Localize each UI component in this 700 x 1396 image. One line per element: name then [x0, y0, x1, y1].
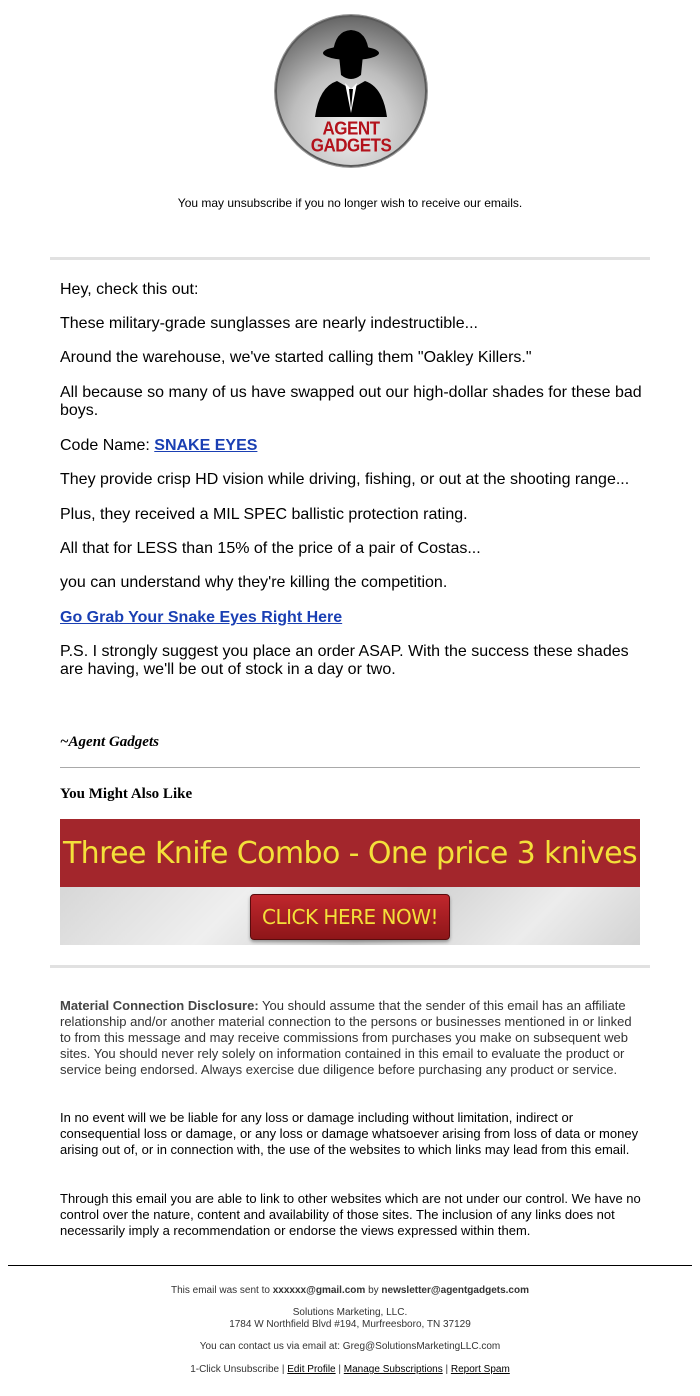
grab-snake-eyes-link[interactable]: Go Grab Your Snake Eyes Right Here	[60, 609, 343, 626]
manage-subscriptions-link[interactable]: Manage Subscriptions	[343, 1364, 443, 1375]
sent-by-text: by	[365, 1285, 382, 1296]
footer-separator: |	[442, 1364, 451, 1375]
code-name-label: Code Name:	[60, 437, 155, 454]
ps-paragraph: P.S. I strongly suggest you place an order ASAP. With the success these shades are having, we'll be out of stock in a day or two.	[60, 643, 629, 678]
brand-logo[interactable]	[275, 15, 427, 167]
body-paragraph: you can understand why they're killing the competition.	[60, 574, 448, 591]
contact-line: You can contact us via email at: Greg@SolutionsMarketingLLC.com	[199, 1341, 501, 1352]
cta-line	[60, 609, 650, 627]
click-here-now-button[interactable]	[250, 894, 450, 940]
footer-separator: |	[335, 1364, 344, 1375]
body-paragraph: All because so many of us have swapped out our high-dollar shades for these bad boys.	[60, 384, 642, 419]
banner-marble-area	[60, 887, 640, 945]
banner-title: Three Knife Combo - One price 3 knives	[62, 835, 638, 871]
disclosure-text: You should assume that the sender of this email has an affiliate relationship and/or another material connection to the persons or businesses mentioned in or linked to from this message and may receive commissions from purchases you make on subsequent web sites. You should never rely solely on information contained in this email to evaluate the product or service being endorsed. Always exercise due diligence before purchasing any product or service.	[60, 998, 632, 1077]
disclosure-label: Material Connection Disclosure:	[60, 998, 259, 1013]
body-paragraph: Plus, they received a MIL SPEC ballistic protection rating.	[60, 506, 468, 523]
logo-badge	[275, 15, 427, 167]
company-name: Solutions Marketing, LLC.	[292, 1307, 408, 1318]
sender-email: newsletter@agentgadgets.com	[381, 1285, 529, 1296]
footer-separator: |	[279, 1364, 288, 1375]
report-spam-link[interactable]: Report Spam	[450, 1364, 510, 1375]
banner-header	[60, 819, 640, 887]
sent-to-line	[0, 1285, 700, 1297]
one-click-unsubscribe-link[interactable]: 1-Click Unsubscribe	[190, 1364, 280, 1375]
unsubscribe-notice[interactable]: You may unsubscribe if you no longer wish to receive our emails.	[177, 196, 523, 210]
liability-paragraph: In no event will we be liable for any loss or damage including without limitation, indirect or consequential loss or damage, or any loss or damage whatsoever arising from loss of data or money arising out of, or in connection with, the use of the websites to which links may lead from this email.	[60, 1110, 639, 1157]
footer-divider	[8, 1265, 692, 1266]
edit-profile-link[interactable]: Edit Profile	[287, 1364, 336, 1375]
snake-eyes-link[interactable]: SNAKE EYES	[154, 437, 258, 454]
header-divider	[50, 257, 650, 260]
company-address: 1784 W Northfield Blvd #194, Murfreesboro, TN 37129	[229, 1319, 471, 1330]
promo-divider	[50, 965, 650, 968]
body-paragraph: All that for LESS than 15% of the price of a pair of Costas...	[60, 540, 481, 557]
body-paragraph: These military-grade sunglasses are nearly indestructible...	[60, 315, 478, 332]
body-paragraph: Around the warehouse, we've started calling them "Oakley Killers."	[60, 349, 532, 366]
recipient-email: xxxxxx@gmail.com	[272, 1285, 366, 1296]
greeting: Hey, check this out:	[60, 281, 199, 298]
knife-combo-banner[interactable]	[60, 819, 640, 945]
code-name-line	[60, 437, 650, 455]
signature: ~Agent Gadgets	[60, 734, 159, 750]
body-paragraph: They provide crisp HD vision while driving, fishing, or out at the shooting range...	[60, 471, 630, 488]
signature-divider	[60, 767, 640, 768]
promo-heading: You Might Also Like	[60, 786, 193, 802]
external-links-paragraph: Through this email you are able to link to other websites which are not under our control. We have no control over the nature, content and availability of those sites. The inclusion of any links does not necessarily imply a recommendation or endorse the views expressed within them.	[60, 1191, 641, 1238]
disclosure-paragraph	[60, 998, 642, 1078]
sent-to-prefix: This email was sent to	[171, 1285, 273, 1296]
footer-links	[0, 1364, 700, 1376]
logo-text-agent: AGENT	[322, 118, 380, 139]
logo-text-gadgets: GADGETS	[310, 135, 392, 156]
click-here-now-label: CLICK HERE NOW!	[261, 905, 438, 929]
